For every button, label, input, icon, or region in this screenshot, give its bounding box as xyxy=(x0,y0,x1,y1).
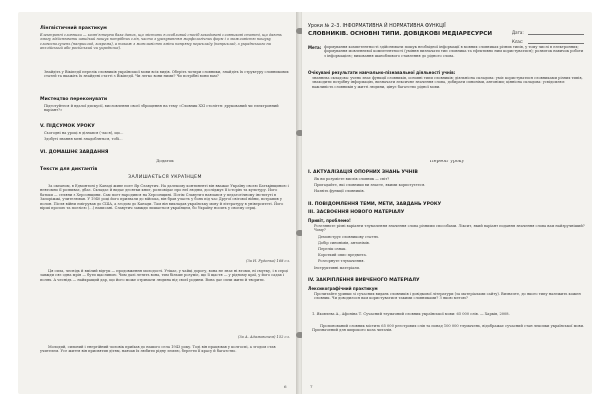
section-1-item: • Пригадайте, які словники ви знаєте, якими користуєтеся. xyxy=(314,183,586,188)
section-1-title: I. АКТУАЛІЗАЦІЯ ОПОРНИХ ЗНАНЬ УЧНІВ xyxy=(308,170,418,175)
page-number-right: 7 xyxy=(310,384,313,389)
section-4-title: IV. ЗАКРІПЛЕННЯ ВИВЧЕНОГО МАТЕРІАЛУ xyxy=(308,278,420,283)
appendix-label: Додаток xyxy=(156,159,174,163)
section-3-title: III. ЗАСВОЄННЯ НОВОГО МАТЕРІАЛУ xyxy=(308,210,405,215)
section-4-text-2: Пропонований словник містить 65 000 реєстрових слів та понад 100 000 тлумачень, відображає сучасний стан лексики української мови. Призначений для широкого кола читачів. xyxy=(312,324,585,333)
date-input-line xyxy=(528,34,584,35)
section-3-list-item: Короткий опис предмета. xyxy=(318,253,367,257)
lesson-flow-title: Перебіг уроку xyxy=(429,160,465,164)
appendix-subtitle: Тексти для диктантів xyxy=(40,167,98,172)
section-3-subtitle: Привіт, проблемо! xyxy=(308,218,351,223)
lesson-summary-title: V. ПІДСУМОК УРОКУ xyxy=(40,124,95,129)
dictation-2-text: Ця сила, чеснідь й вмілий відгук — продовження молодості. Утікає, у чайці дорогу, вона не знає ні втоми, ні смутку, і в серці завжди сяє одна мрія — бути щасливою. Чим далі летить вона, тим більше розуміє, що її щастя — у рідному краї, у його садах і полях. А чеснідь — найкращий дар, що його може отримати людина від своєї родини. Вона дає сили жити й творити. xyxy=(40,269,288,282)
section-persuasion-title: Мистецтво переконувати xyxy=(40,97,108,102)
section-3-list-item: Перелік ознак. xyxy=(318,247,347,251)
lesson-summary-item: • Сьогодні на уроці я дізнався (-лася), що… xyxy=(44,131,290,136)
outcomes-title: Очікувані результати навчально-пізнавальної діяльності учнів: xyxy=(308,70,456,75)
dictation-text: За океаном, в Едмонтоні у Канаді живе поет Яр Славутич. На далекому континенті він вважає Україну своєю Батьківщиною і невтомно її розвиває, дбає. Складає й видає десятки книг, розповідає про неї людям, досліджує її історію та культуру. Його батьки — селяни з Херсонщини. Сам поет народився на Херсонщині. Потім Славутич навчався у педагогічному інституті в Запоріжжі, учителював. У 1940 році його призвали до війська, він брав участь у боях під час Другої світової війни, потрапив у полон. Після війни емігрував до США, а згодом до Канади. Там він викладав українську мову й літературу в університеті. Його вірші прозою та поезією (…) написані. Славутич завжди лишається українцем, бо Україну носить у своєму серці. xyxy=(40,184,289,211)
section-1-item: • Назвіть функції словників. xyxy=(314,189,586,194)
class-label: Клас: xyxy=(512,39,524,44)
section-3-list-item: Добір синонімів, антонімів. xyxy=(318,241,370,245)
section-2-title: II. ПОВІДОМЛЕННЯ ТЕМИ, МЕТИ, ЗАВДАНЬ УРОКУ xyxy=(308,202,442,207)
right-page xyxy=(302,12,592,394)
section-linguistic-practicum-text: Електронні словники — комп’ютерна база даних, що містить в особливий спосіб закодовані словникові статті, що дають змогу здійснювати швидкий пошук потрібних слів, часто з урахуванням морфологічних форм і з можливістю пошуку словосполучень (наприклад, зокрема), а також з можливістю зміни напряму перекладу (наприклад, з українського на англійський або російський чи українські). xyxy=(40,33,282,51)
dictation-3-text: Молодий, сильний і енергійний чоловік приїхав до нашого села 1943 року. Тоді він працював у колгоспі, а згодом став учителем. Усе життя він присвятив дітям, навчав їх любити рідну землю, берегти її красу й багатство. xyxy=(40,345,276,354)
page-number-left: 6 xyxy=(284,384,287,389)
section-linguistic-practicum-task: • Знайдіть у Вікіпедії перелік словників української мови всіх видів. Оберіть чотири словники, знайдіть їх структуру словникових статей та вкажіть їх знайдені статті з Вікіпедії. Чи легко вони ними? Чи потрібні вони вам? xyxy=(44,70,290,92)
section-4-text: • Прочитайте уривки зі сучасних видань словників і довідкової літератури (за матеріалами сайту). Визначте, до якого типу належить кожен словник. Чи доводилося вам користуватися такими словниками? З якою метою? xyxy=(314,292,586,310)
section-3-list-item: Розгорнуте тлумачення. xyxy=(318,259,365,263)
dictation-title: ЗАЛИШАЄТЬСЯ УКРАЇНЦЕМ xyxy=(128,175,202,180)
section-3-list-item: Демонструє словникову статтю. xyxy=(318,235,380,239)
section-4-subtitle: Лексикографічний практикум xyxy=(308,286,378,291)
section-1-item: • Як ви розумієте вислів словник — світ? xyxy=(314,177,586,182)
dictation-2-source: (За А. Адамовичем) 152 сл. xyxy=(238,335,290,339)
goal-text: формування компетентності здійснювати пошук необхідної інформації в мовних словниках різних типів, у тому числі в електронних; формування мовленнєвої компетентності (уміння визначати тип словника та ефективно ним користуватися); розвиток навичок роботи з інформацією; виховання шанобливого ставлення до рідного слова. xyxy=(324,45,584,58)
date-label: Дата: xyxy=(512,30,524,35)
section-4-item: 1. Яковлева А., Афоніна Т. Сучасний тлумачний словник української мови: 65 000 слів. — Харків, 2008. xyxy=(312,312,510,316)
lesson-summary-item: • Здобуті знання мені знадобляться, тобі… xyxy=(44,137,290,142)
lesson-title-line-1: Уроки № 2–3. ІНФОРМАТИВНА Й НОРМАТИВНА ФУНКЦІЇ xyxy=(308,24,446,29)
left-page xyxy=(18,12,298,394)
lesson-title-line-2: СЛОВНИКІВ. ОСНОВНІ ТИПИ. ДОВІДКОВІ МЕДІАРЕСУРСИ xyxy=(308,31,493,37)
homework-title: VI. ДОМАШНЄ ЗАВДАННЯ xyxy=(40,150,109,155)
section-3-extra: • Інструктивні матеріали. xyxy=(314,266,586,271)
section-3-text: • Розгляньте різні варіанти тлумачення значення слова різними способами. Ліксит, який варіант подання значення слова вам найзручніший? Чому? xyxy=(314,224,586,234)
section-persuasion-task: • Підготуйтеся й вдалої дискусії, висловлення своєї зброщення на тему «Словник ХХІ століття: друкований чи електронний варіант?» xyxy=(44,104,290,118)
goal-label: Мета: xyxy=(308,45,322,50)
section-linguistic-practicum-title: Лінгвістичний практикум xyxy=(40,26,107,31)
outcomes-text: знаннєва складова: учень знає функції словників, основні типи словників; діяльнісна складова: уміє користуватися словниками різних типів, знаходити потрібну інформацію, визначати лексичне значення слова, добирати синоніми, антоніми; ціннісна складова: усвідомлює важливість словників у житті людини, цінує багатство рідної мови. xyxy=(312,76,583,89)
class-input-line xyxy=(528,43,584,44)
dictation-source: (За Н. Руденко) 168 сл. xyxy=(246,259,290,263)
